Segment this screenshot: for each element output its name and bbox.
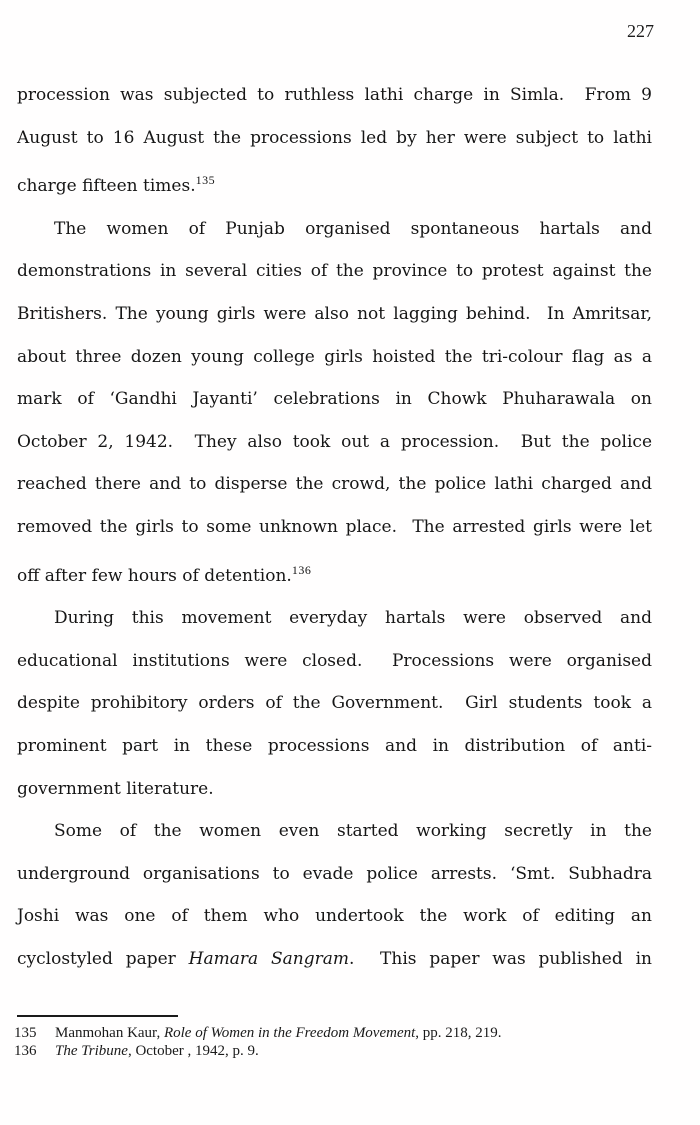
text-line [17, 549, 652, 598]
text-line [17, 725, 652, 768]
footnote-text [55, 1043, 674, 1061]
text-segment: off after few hours of detention. [17, 565, 292, 586]
text-segment: October 2, 1942. They also took out a procession. But the police [17, 431, 652, 452]
text-segment: charge fifteen times. [17, 176, 196, 197]
footnote-reference: 136 [291, 562, 312, 577]
footnote-reference: 135 [195, 173, 216, 188]
text-segment: prominent part in these processions and in distribution of anti- [17, 735, 652, 756]
text-segment: Joshi was one of them who undertook the work of editing an [17, 906, 652, 927]
text-segment: about three dozen young college girls hoisted the tri-colour flag as a [17, 346, 652, 367]
text-segment: government literature. [17, 778, 214, 799]
text-segment: underground organisations to evade police arrests. ‘Smt. Subhadra [17, 863, 652, 884]
text-line [17, 378, 652, 421]
text-line [17, 810, 652, 853]
italic-text: Role of Women in the Freedom Movement [163, 1025, 416, 1041]
body-text [17, 74, 652, 980]
text-line [17, 938, 652, 981]
text-segment: Manmohan Kaur, [55, 1025, 164, 1041]
text-line [17, 250, 652, 293]
text-line [17, 208, 652, 251]
footnote-item [14, 1043, 674, 1061]
text-line [17, 682, 652, 725]
text-segment: The women of Punjab organised spontaneous hartals and [54, 218, 652, 239]
page-number: 227 [627, 21, 654, 41]
text-line [17, 421, 652, 464]
text-line [17, 463, 652, 506]
text-segment: reached there and to disperse the crowd, the police lathi charged and [17, 474, 652, 495]
text-segment: removed the girls to some unknown place. The arrested girls were let [17, 516, 652, 537]
text-line [17, 895, 652, 938]
text-line [17, 336, 652, 379]
text-line [17, 768, 652, 811]
footnote-item [14, 1025, 674, 1043]
text-line [17, 117, 652, 160]
footnote-number: 135 [14, 1025, 37, 1041]
text-segment: , pp. 218, 219. [415, 1025, 502, 1041]
text-segment: despite prohibitory orders of the Government. Girl students took a [17, 693, 652, 714]
text-line [17, 597, 652, 640]
footnote-text [55, 1025, 674, 1043]
text-line [17, 506, 652, 549]
text-line [17, 853, 652, 896]
footnote-separator-rule [17, 1015, 178, 1017]
text-segment: , October , 1942, p. 9. [127, 1042, 259, 1059]
text-segment: During this movement everyday hartals were observed and [54, 608, 652, 629]
italic-text: Hamara Sangram [188, 948, 349, 969]
text-segment: demonstrations in several cities of the province to protest against the [17, 261, 652, 282]
text-segment: procession was subjected to ruthless lathi charge in Simla. From 9 [17, 85, 652, 105]
text-line [17, 159, 652, 208]
text-line [17, 74, 652, 117]
text-segment: August to 16 August the processions led by her were subject to lathi [17, 127, 652, 148]
text-segment: mark of ‘Gandhi Jayanti’ celebrations in Chowk Phuharawala on [17, 389, 652, 410]
footnotes-section [14, 1025, 674, 1060]
text-line [17, 293, 652, 336]
text-segment: educational institutions were closed. Processions were organised [17, 650, 652, 671]
text-segment: Britishers. The young girls were also not lagging behind. In Amritsar, [17, 303, 652, 324]
text-line [17, 640, 652, 683]
italic-text: The Tribune [55, 1042, 128, 1059]
footnote-number: 136 [14, 1042, 37, 1059]
text-segment: Some of the women even started working secretly in the [54, 821, 652, 842]
text-segment: . This paper was published in [348, 948, 652, 969]
text-segment: cyclostyled paper [17, 948, 189, 969]
